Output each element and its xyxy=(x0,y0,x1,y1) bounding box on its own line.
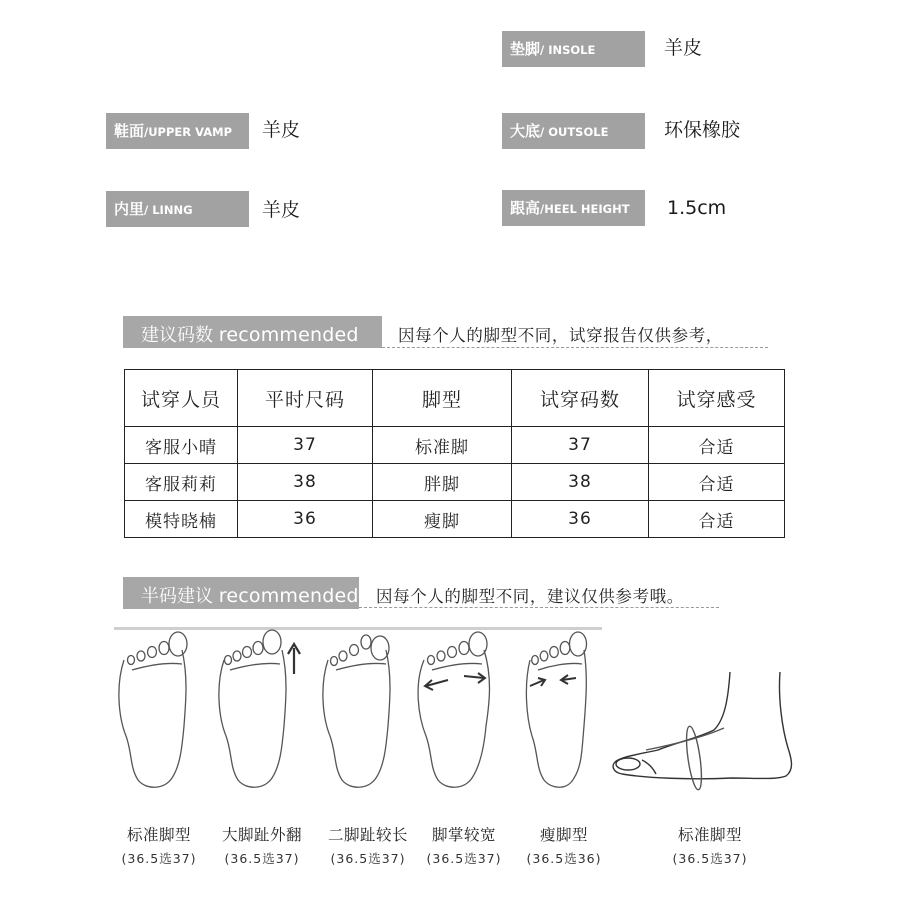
size-section-divider xyxy=(382,347,768,348)
spec-value-upper-vamp: 羊皮 xyxy=(262,119,301,141)
foot-long-second-toe-icon xyxy=(316,628,400,790)
foot-caption-bunion: 大脚趾外翻 (36.5选37) xyxy=(221,826,302,866)
table-cell: 合适 xyxy=(649,427,785,464)
table-cell: 合适 xyxy=(649,464,785,501)
spec-value-outsole: 环保橡胶 xyxy=(664,119,741,141)
size-section-header: 建议码数 recommended xyxy=(123,316,382,348)
foot-bunion-icon xyxy=(212,628,310,790)
foot-caption-long-second-toe: 二脚趾较长 (36.5选37) xyxy=(327,826,408,866)
foot-wide-icon xyxy=(412,628,502,790)
table-cell: 客服莉莉 xyxy=(125,464,238,501)
size-section-note: 因每个人的脚型不同，试穿报告仅供参考， xyxy=(398,326,723,345)
table-cell: 合适 xyxy=(649,501,785,538)
size-table-header-cell: 试穿码数 xyxy=(512,370,649,427)
half-size-section-note: 因每个人的脚型不同，建议仅供参考哦。 xyxy=(376,587,684,606)
spec-label-outsole: 大底/ OUTSOLE xyxy=(502,113,645,149)
foot-side-view-icon xyxy=(606,668,800,798)
spec-label-heel-height: 跟高/HEEL HEIGHT xyxy=(502,190,645,226)
foot-caption-wide: 脚掌较宽 (36.5选37) xyxy=(426,826,502,866)
foot-slim-icon xyxy=(516,628,600,790)
size-table-header-cell: 平时尺码 xyxy=(238,370,373,427)
spec-label-lining: 内里/ LINNG xyxy=(106,191,249,227)
half-size-section-header: 半码建议 recommended xyxy=(123,577,359,609)
half-size-section-divider xyxy=(359,607,719,608)
foot-standard-icon xyxy=(112,628,196,790)
foot-caption-side-standard: 标准脚型 (36.5选37) xyxy=(672,826,748,866)
foot-caption-slim: 瘦脚型 (36.5选36) xyxy=(526,826,602,866)
spec-value-insole: 羊皮 xyxy=(664,37,703,59)
foot-caption-standard: 标准脚型 (36.5选37) xyxy=(121,826,197,866)
spec-label-upper-vamp: 鞋面/UPPER VAMP xyxy=(106,113,249,149)
size-table-header-cell: 脚型 xyxy=(373,370,512,427)
spec-value-lining: 羊皮 xyxy=(262,199,301,221)
size-table-header-row xyxy=(125,370,785,427)
table-cell: 37 xyxy=(238,427,373,464)
spec-value-heel-height: 1.5cm xyxy=(667,197,727,219)
table-cell: 36 xyxy=(238,501,373,538)
table-cell: 标准脚 xyxy=(373,427,512,464)
table-cell: 胖脚 xyxy=(373,464,512,501)
table-row xyxy=(125,501,785,538)
size-table-header-cell: 试穿感受 xyxy=(649,370,785,427)
table-row xyxy=(125,427,785,464)
table-cell: 瘦脚 xyxy=(373,501,512,538)
table-cell: 36 xyxy=(512,501,649,538)
table-cell: 38 xyxy=(512,464,649,501)
table-row xyxy=(125,464,785,501)
table-cell: 38 xyxy=(238,464,373,501)
table-cell: 模特晓楠 xyxy=(125,501,238,538)
size-table-header-cell: 试穿人员 xyxy=(125,370,238,427)
table-cell: 37 xyxy=(512,427,649,464)
size-table xyxy=(124,369,785,538)
spec-label-insole: 垫脚/ INSOLE xyxy=(502,31,645,67)
table-cell: 客服小晴 xyxy=(125,427,238,464)
